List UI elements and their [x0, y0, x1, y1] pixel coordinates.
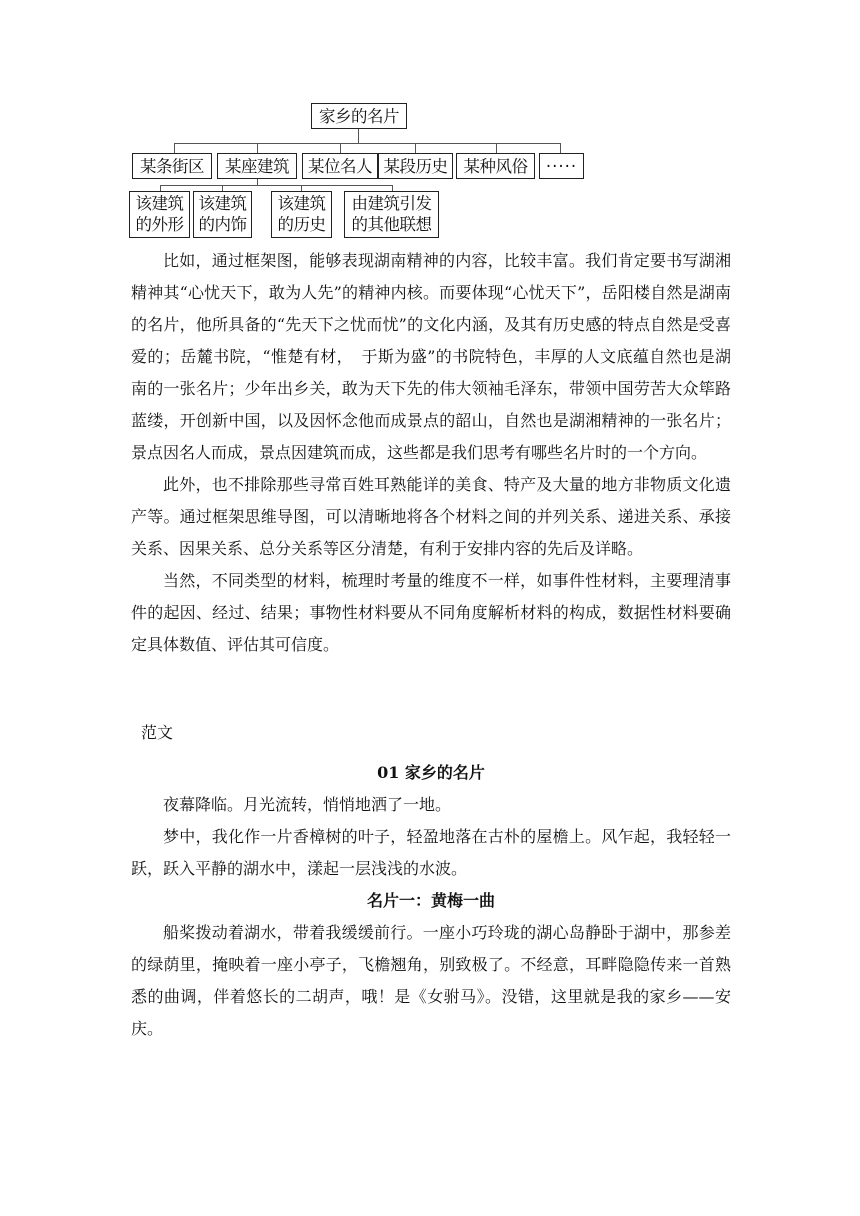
connector	[174, 143, 175, 153]
node-celebrity: 某位名人	[302, 153, 378, 179]
paragraph: 当然，不同类型的材料，梳理时考量的维度不一样，如事件性材料，主要理清事件的起因、经过、结果；事物性材料要从不同角度解析材料的构成，数据性材料要确定具体数值、评估其可信度。	[131, 571, 731, 654]
node-building-associations	[344, 191, 439, 238]
node-text: 的历史	[277, 215, 326, 234]
connector	[160, 185, 392, 186]
node-history: 某段历史	[378, 153, 453, 179]
connector	[496, 143, 497, 153]
node-text: 该建筑	[135, 194, 184, 213]
paragraph: 比如，通过框架图，能够表现湖南精神的内容，比较丰富。我们肯定要书写湖湘精神其“心忧天下，敢为人先”的精神内核。而要体现“心忧天下”，岳阳楼自然是湖南的名片，他所具备的“先天下之忧而忧”的文化内涵，及其有历史感的特点自然是受喜爱的；岳麓书院，“惟楚有材， 于斯为盛”的书院特色，丰厚的人文底蕴自然也是湖南的一张名片；少年出乡关，敢为天下先的伟大领袖毛泽东，带领中国劳苦大众筚路蓝缕，开创新中国，以及因怀念他而成景点的韶山，自然也是湖湘精神的一张名片；景点因名人而成，景点因建筑而成，这些都是我们思考有哪些名片时的一个方向。	[131, 251, 731, 462]
node-text: 由建筑引发	[351, 194, 432, 213]
node-custom: 某种风俗	[456, 153, 535, 179]
node-building-interior	[193, 191, 252, 238]
connector	[174, 143, 560, 144]
node-text: 的内饰	[198, 215, 247, 234]
node-building-history	[271, 191, 332, 238]
node-building-exterior	[129, 191, 190, 238]
node-text: 该建筑	[198, 194, 247, 213]
connector	[340, 143, 341, 153]
node-street-district: 某条街区	[132, 153, 212, 179]
node-building: 某座建筑	[217, 153, 297, 179]
node-more: ·····	[539, 153, 584, 179]
framework-diagram	[0, 0, 860, 250]
essay-title: 01 家乡的名片	[377, 763, 485, 782]
paragraph: 此外，也不排除那些寻常百姓耳熟能详的美食、特产及大量的地方非物质文化遗产等。通过框架思维导图，可以清晰地将各个材料之间的并列关系、递进关系、承接关系、因果关系、总分关系等区分清楚，有利于安排内容的先后及详略。	[131, 475, 731, 558]
analysis-text	[131, 245, 731, 661]
essay-card-one	[131, 917, 731, 1045]
node-text: 的其他联想	[351, 215, 432, 234]
node-text: 的外形	[135, 215, 184, 234]
node-text: 该建筑	[277, 194, 326, 213]
connector	[358, 128, 359, 143]
paragraph: 船桨拨动着湖水，带着我缓缓前行。一座小巧玲珑的湖心岛静卧于湖中，那参差的绿荫里，掩映着一座小亭子，飞檐翘角，别致极了。不经意，耳畔隐隐传来一首熟悉的曲调，伴着悠长的二胡声，哦！是《女驸马》。没错，这里就是我的家乡——安庆。	[131, 923, 731, 1038]
diagram-root-node: 家乡的名片	[311, 103, 407, 129]
paragraph: 夜幕降临。月光流转，悄悄地洒了一地。	[163, 795, 452, 814]
connector	[257, 143, 258, 153]
essay-opening	[131, 789, 731, 885]
connector	[560, 143, 561, 153]
connector	[415, 143, 416, 153]
card-title: 名片一：黄梅一曲	[366, 891, 495, 910]
section-label: 范文	[141, 723, 174, 742]
paragraph: 梦中，我化作一片香樟树的叶子，轻盈地落在古朴的屋檐上。风乍起，我轻轻一跃，跃入平静的湖水中，漾起一层浅浅的水波。	[131, 827, 731, 878]
